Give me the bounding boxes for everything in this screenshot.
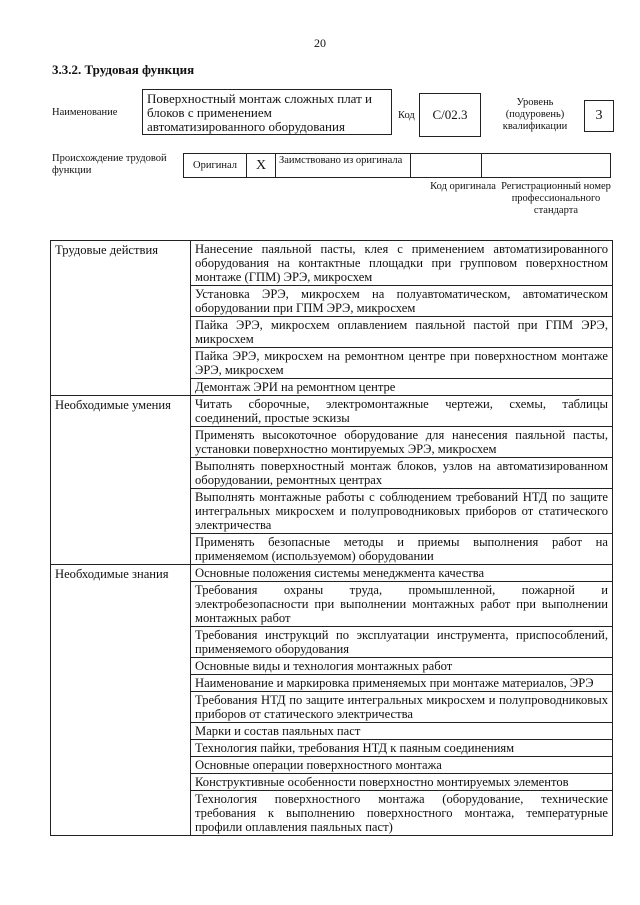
code-original-caption: Код оригинала bbox=[430, 181, 496, 192]
item-cell: Применять высокоточное оборудование для нанесения паяльной пасты, установки поверхностно монтируемых ЭРЭ, микросхем bbox=[191, 427, 613, 458]
item-cell: Применять безопасные методы и приемы выполнения работ на применяемом (используемом) оборудовании bbox=[191, 534, 613, 565]
item-cell: Выполнять поверхностный монтаж блоков, узлов на автоматизированном оборудовании, ремонтных центрах bbox=[191, 458, 613, 489]
name-label: Наименование bbox=[52, 107, 118, 118]
item-cell: Установка ЭРЭ, микросхем на полуавтоматическом, автоматическом оборудовании при ГПМ ЭРЭ, микросхем bbox=[191, 286, 613, 317]
code-original-cell bbox=[410, 153, 482, 178]
section-title: 3.3.2. Трудовая функция bbox=[52, 62, 195, 77]
origin-label: Происхождение трудовой функции bbox=[52, 153, 167, 176]
item-cell: Читать сборочные, электромонтажные чертежи, схемы, таблицы соединений, простые эскизы bbox=[191, 396, 613, 427]
reg-number-cell bbox=[481, 153, 611, 178]
table-row bbox=[51, 241, 613, 286]
level-value-box: 3 bbox=[584, 100, 614, 132]
item-cell: Основные положения системы менеджмента качества bbox=[191, 565, 613, 582]
item-cell: Основные виды и технология монтажных работ bbox=[191, 658, 613, 675]
origin-row bbox=[184, 153, 614, 178]
code-label: Код bbox=[398, 110, 415, 121]
table-row bbox=[51, 396, 613, 427]
item-cell: Марки и состав паяльных паст bbox=[191, 723, 613, 740]
item-cell: Пайка ЭРЭ, микросхем оплавлением паяльной пастой при ГПМ ЭРЭ, микросхем bbox=[191, 317, 613, 348]
original-cell: Оригинал bbox=[183, 153, 247, 178]
borrowed-cell: Заимствовано из оригинала bbox=[275, 153, 411, 178]
item-cell: Выполнять монтажные работы с соблюдением требований НТД по защите интегральных микросхем и полупроводниковых приборов от статического электричества bbox=[191, 489, 613, 534]
section-title-cell: Трудовые действия bbox=[51, 241, 191, 396]
item-cell: Нанесение паяльной пасты, клея с применением автоматизированного оборудования на контактные площадки при групповом поверхностном монтаже (ГПМ) ЭРЭ, микросхем bbox=[191, 241, 613, 286]
code-value-box: C/02.3 bbox=[419, 93, 481, 137]
item-cell: Конструктивные особенности поверхностно монтируемых элементов bbox=[191, 774, 613, 791]
item-cell: Основные операции поверхностного монтажа bbox=[191, 757, 613, 774]
item-cell: Демонтаж ЭРИ на ремонтном центре bbox=[191, 379, 613, 396]
item-cell: Технология поверхностного монтажа (оборудование, технические требования к выполнению поверхностного монтажа, температурные профили оплавления паяльных паст) bbox=[191, 791, 613, 836]
item-cell: Требования охраны труда, промышленной, пожарной и электробезопасности при выполнении монтажных работ при выполнении монтажных работ bbox=[191, 582, 613, 627]
reg-number-caption: Регистрационный номер профессионального стандарта bbox=[501, 181, 611, 216]
function-name-box: Поверхностный монтаж сложных плат и блоков с применением автоматизированного оборудования bbox=[142, 89, 392, 135]
section-title-cell: Необходимые знания bbox=[51, 565, 191, 836]
original-mark: X bbox=[246, 153, 276, 178]
function-table-body bbox=[51, 241, 613, 836]
function-table bbox=[50, 240, 613, 836]
level-label: Уровень (подуровень) квалификации bbox=[502, 97, 568, 132]
item-cell: Требования инструкций по эксплуатации инструмента, приспособлений, применяемого оборудования bbox=[191, 627, 613, 658]
item-cell: Требования НТД по защите интегральных микросхем и полупроводниковых приборов от статического электричества bbox=[191, 692, 613, 723]
item-cell: Наименование и маркировка применяемых при монтаже материалов, ЭРЭ bbox=[191, 675, 613, 692]
section-title-cell: Необходимые умения bbox=[51, 396, 191, 565]
item-cell: Пайка ЭРЭ, микросхем на ремонтном центре при поверхностном монтаже ЭРЭ, микросхем bbox=[191, 348, 613, 379]
table-row bbox=[51, 565, 613, 582]
page-number: 20 bbox=[314, 36, 326, 50]
item-cell: Технология пайки, требования НТД к паяным соединениям bbox=[191, 740, 613, 757]
